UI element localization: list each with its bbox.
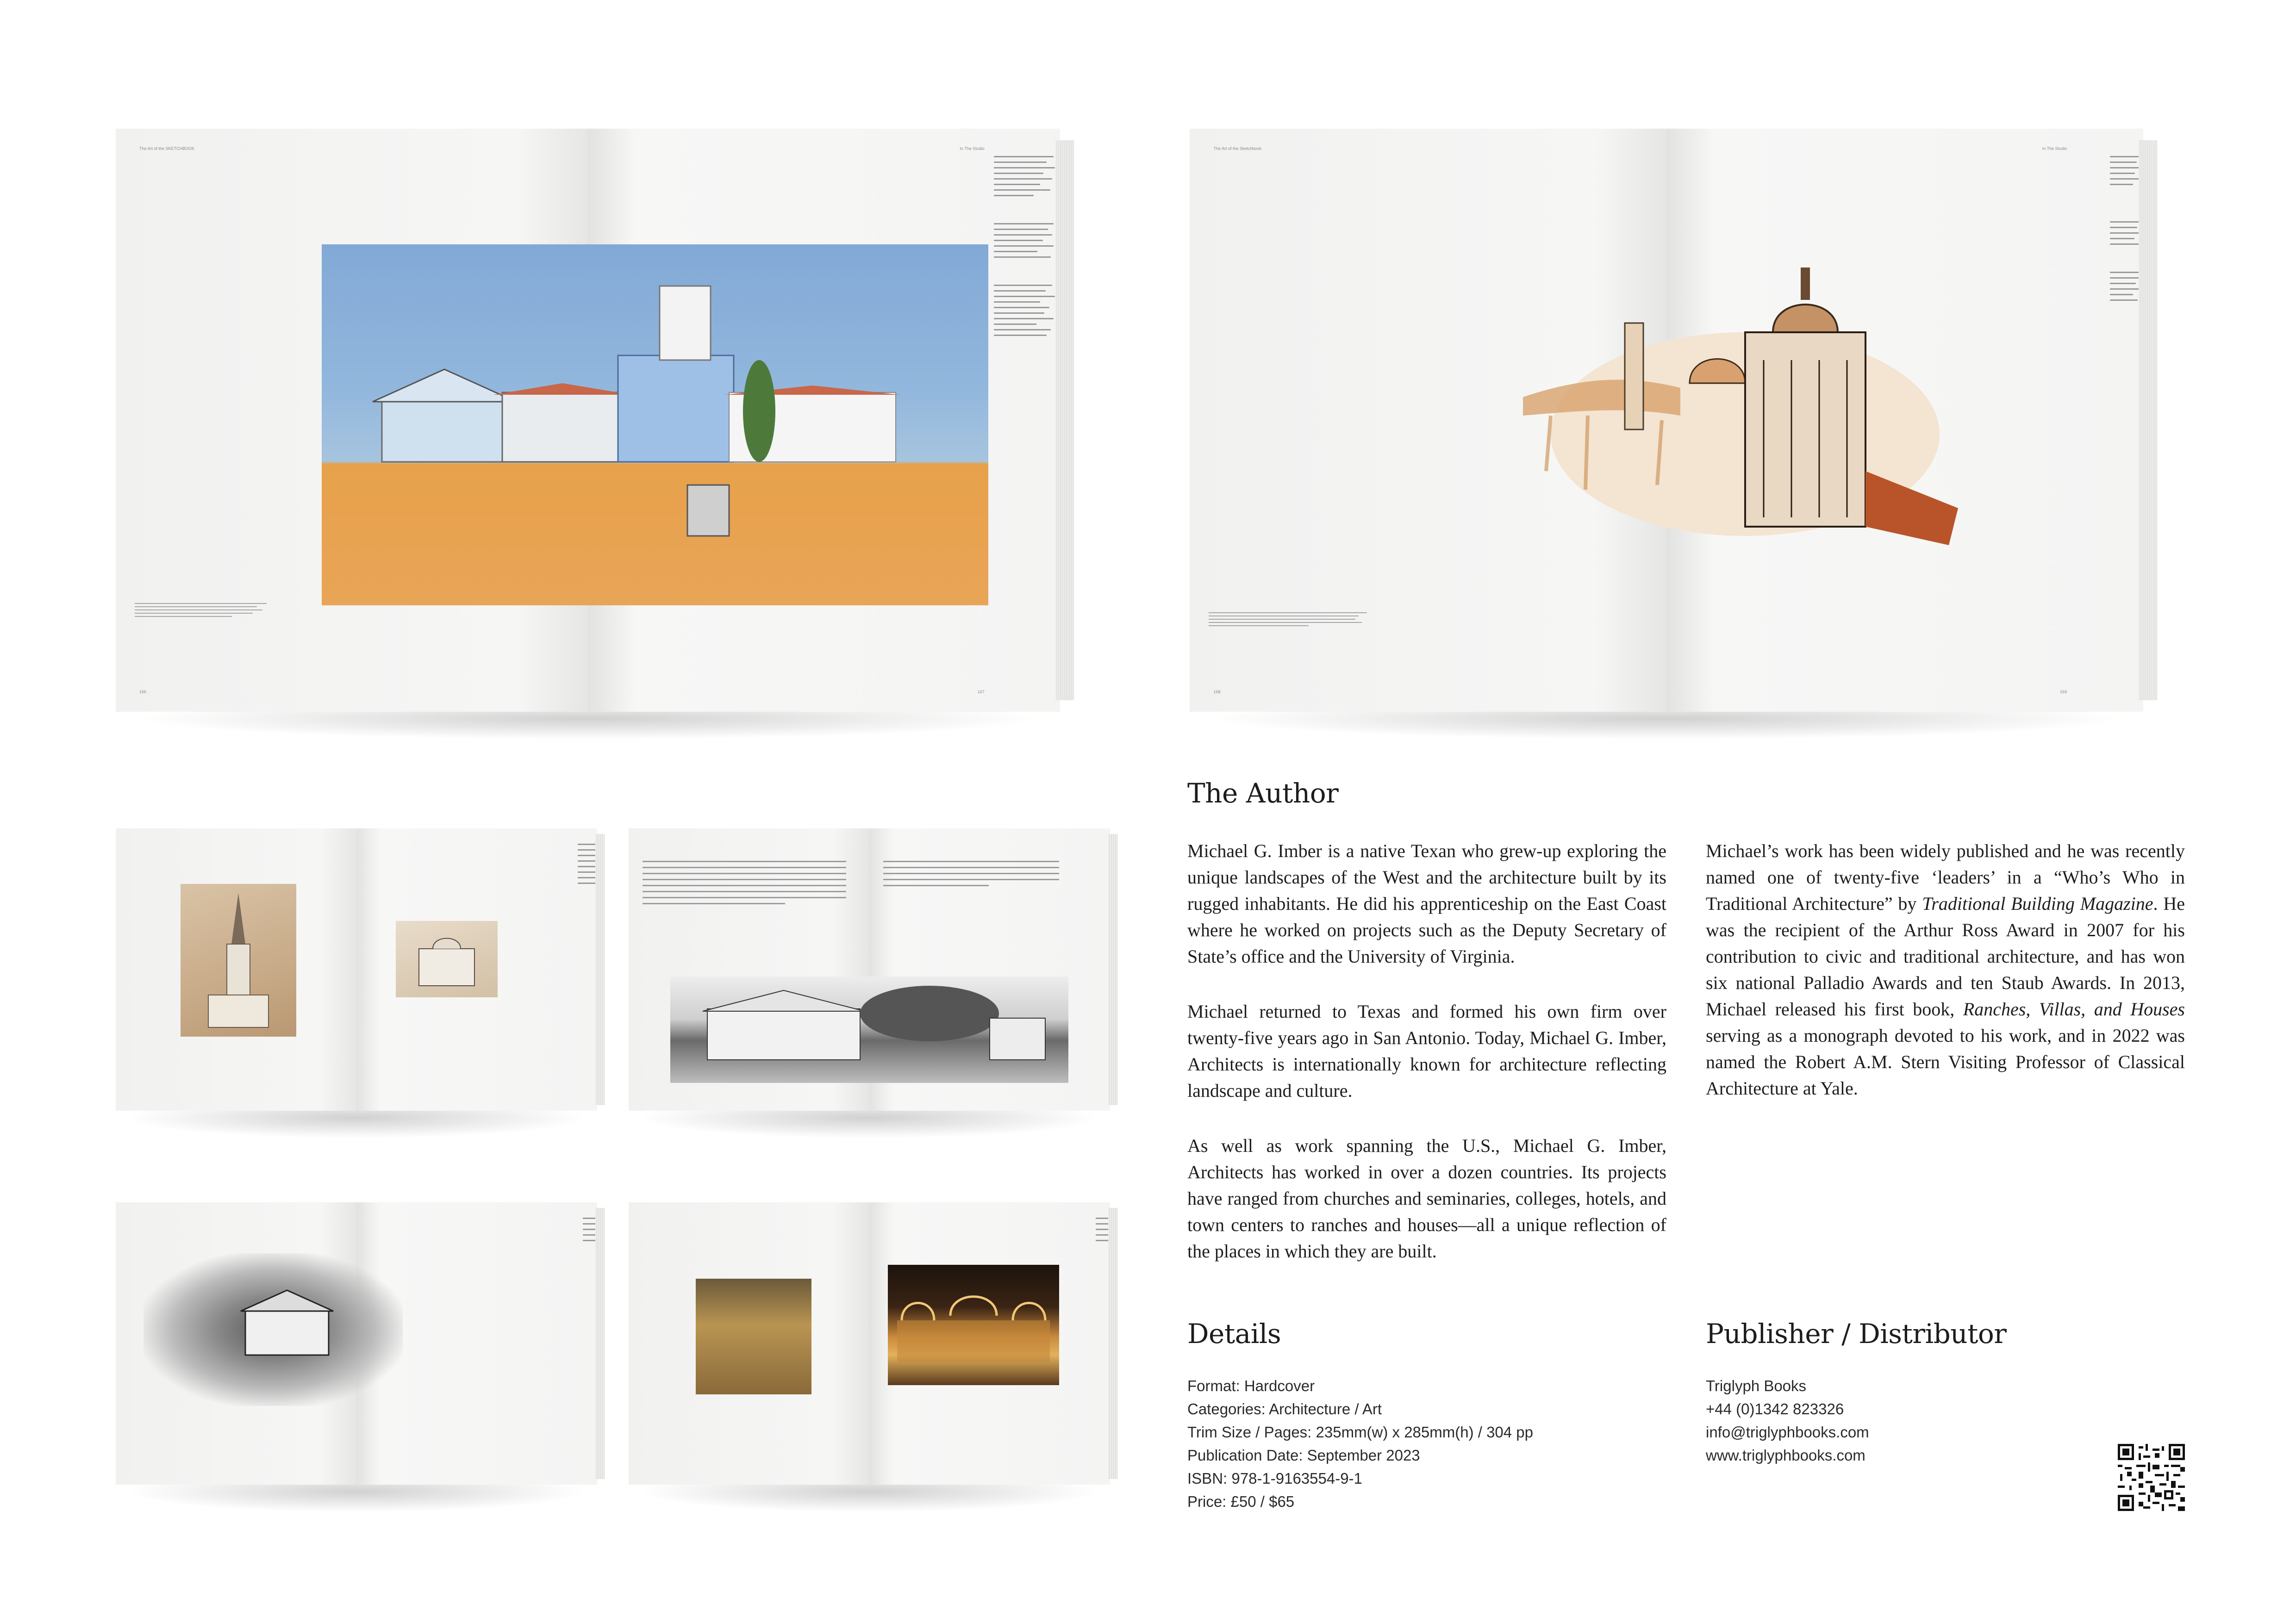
- author-paragraph-4-text-a: Michael’s work has been widely published and he was recently named one of twenty-five ‘leaders’ in a “Who’s Who in Traditional Architecture” by: [1706, 840, 2185, 914]
- details-list: [1187, 1374, 1533, 1513]
- book-spread-2: [1190, 129, 2143, 712]
- book-title: Ranches, Villas, and Houses: [1963, 999, 2185, 1020]
- running-head-right: In The Studio: [2042, 146, 2067, 151]
- book-spread-4: [629, 828, 1110, 1111]
- body-text-column: [994, 152, 1060, 607]
- basilica-watercolor-sketch: [1486, 267, 1977, 582]
- golden-architecture-painting: [696, 1279, 811, 1394]
- church-steeple-sketch: [181, 884, 296, 1037]
- running-head-left: The Art of the Sketchbook: [1213, 146, 1262, 151]
- publisher-name: Triglyph Books: [1706, 1377, 1807, 1394]
- ranch-house-photo: [670, 976, 1068, 1083]
- detail-publication-date: Publication Date: September 2023: [1187, 1447, 1420, 1464]
- publisher-contact: [1706, 1374, 1869, 1467]
- author-paragraph-4-text-c: serving as a monograph devoted to his work, and in 2022 was named the Robert A.M. Stern Visiting Professor of Classical Architecture at Yale.: [1706, 1025, 2185, 1099]
- detail-isbn: ISBN: 978-1-9163554-9-1: [1187, 1470, 1362, 1487]
- figure-caption: [135, 601, 274, 619]
- ink-house-drawing: [144, 1253, 403, 1406]
- author-heading: The Author: [1187, 777, 1339, 809]
- detail-categories: Categories: Architecture / Art: [1187, 1400, 1382, 1418]
- page-edges: [595, 834, 605, 1105]
- qr-code-icon: [2118, 1444, 2185, 1511]
- publisher-email[interactable]: info@triglyphbooks.com: [1706, 1424, 1869, 1441]
- page-number-right: 169: [2060, 690, 2067, 695]
- watercolor-house-elevation: [322, 244, 988, 605]
- book-spread-5: [116, 1202, 597, 1485]
- house-drawing: [322, 244, 988, 605]
- publisher-heading: Publisher / Distributor: [1706, 1318, 2007, 1349]
- page-edges: [1108, 834, 1117, 1105]
- detail-format: Format: Hardcover: [1187, 1377, 1315, 1394]
- detail-price: Price: £50 / $65: [1187, 1493, 1295, 1510]
- body-text-column: [578, 839, 597, 1060]
- steeple-drawing: [181, 884, 296, 1037]
- ranch-drawing: [670, 976, 1068, 1083]
- page-number-right: 167: [977, 690, 985, 695]
- body-text-column: [643, 856, 846, 909]
- page-edges: [1055, 140, 1074, 700]
- author-paragraph-1: Michael G. Imber is a native Texan who grew-up exploring the unique landscapes of the West and the architecture built by its rugged inhabitants. He did his apprenticeship on the East Coast where he worked on projects such as the Deputy Secretary of State’s office and the University of Virginia.: [1187, 840, 1666, 967]
- villa-sketch: [396, 921, 498, 997]
- detail-trim-size: Trim Size / Pages: 235mm(w) x 285mm(h) / 304 pp: [1187, 1424, 1534, 1441]
- running-head-left: The Art of the SKETCHBOOK: [139, 146, 195, 151]
- page-edges: [1108, 1208, 1117, 1479]
- qr-code[interactable]: [2118, 1444, 2185, 1511]
- author-paragraph-4-text-b: . He was the recipient of the Arthur Ross Award in 2007 for his contribution to civic and traditional architecture, and has won six national Palladio Awards and ten Staub Awards. In 2013, Michael released his first book,: [1706, 893, 2185, 1020]
- publisher-phone: +44 (0)1342 823326: [1706, 1400, 1844, 1418]
- author-paragraph-2: Michael returned to Texas and formed his own firm over twenty-five years ago in San Antonio. Today, Michael G. Imber, Architects is internationally known for architecture reflecting landscape and culture.: [1187, 1001, 1666, 1101]
- running-head-right: In The Studio: [960, 146, 985, 151]
- book-spread-1: [116, 129, 1060, 712]
- details-heading: Details: [1187, 1318, 1281, 1349]
- book-spread-6: [629, 1202, 1110, 1485]
- magazine-title: Traditional Building Magazine: [1922, 893, 2153, 914]
- book-spread-3: [116, 828, 597, 1111]
- author-paragraph-3: As well as work spanning the U.S., Michael G. Imber, Architects has worked in over a dozen countries. Its projects have ranged from churches and seminaries, colleges, hotels, and town centers to ranches and houses—all a unique reflection of the places in which they are built.: [1187, 1135, 1666, 1262]
- page-number-left: 166: [139, 690, 147, 695]
- page-edges: [2139, 140, 2157, 700]
- basilica-night-drawing: [888, 1265, 1059, 1385]
- publisher-website[interactable]: www.triglyphbooks.com: [1706, 1447, 1866, 1464]
- author-paragraph-4: [1706, 838, 2185, 1101]
- page-number-left: 168: [1213, 690, 1221, 695]
- san-marco-night-painting: [888, 1265, 1059, 1385]
- body-text-column: [883, 856, 1059, 891]
- villa-drawing: [396, 921, 498, 997]
- ink-landscape-drawing: [144, 1253, 403, 1406]
- page-edges: [595, 1208, 605, 1479]
- figure-caption: [1209, 610, 1375, 628]
